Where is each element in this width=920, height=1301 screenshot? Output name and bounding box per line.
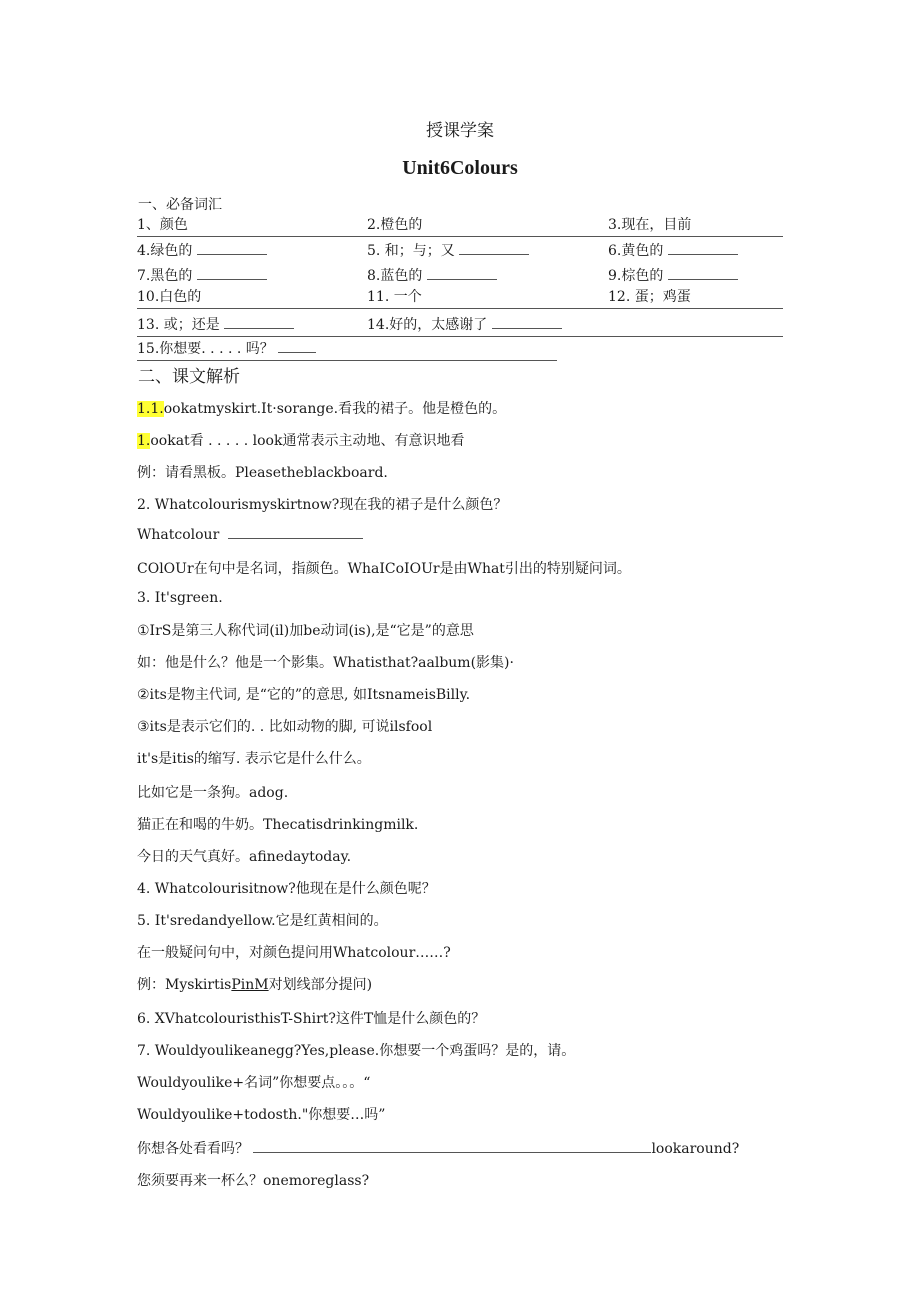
vocab-row (137, 314, 783, 337)
unit-title: Unit6Colours (402, 157, 518, 179)
line-text: Whatcolour (137, 527, 220, 543)
analysis-line: COlOUr在句中是名词，指颜色。WhaICoIOUr是由What引出的特别疑问词。 (137, 561, 631, 577)
analysis-line: 例：请看黑板。Pleasetheblackboard. (137, 465, 388, 481)
analysis-line: Wouldyoulike+名词”你想要点。。。“ (137, 1075, 371, 1091)
analysis-line: 4. Whatcolourisitnow?他现在是什么颜色呢？ (137, 881, 436, 897)
analysis-line: 6. XVhatcolouristhisT-Shirt?这件T恤是什么颜色的？ (137, 1011, 486, 1027)
analysis-line: ②its是物主代词, 是“它的”的意思, 如ItsnameisBilly. (137, 687, 471, 703)
vocab-item: 12. 蛋；鸡蛋 (608, 289, 691, 305)
vocab-row (137, 240, 783, 262)
vocab-item: 4.绿色的 (137, 243, 193, 259)
analysis-line: 今日的天气真好。afinedaytoday. (137, 849, 352, 865)
answer-blank[interactable] (459, 242, 529, 255)
analysis-line: 如：他是什么？他是一个影集。Whatisthat?aalbum(影集)· (137, 655, 514, 671)
vocab-row (137, 265, 783, 287)
analysis-line: it's是itis的缩写. 表示它是什么什么。 (137, 751, 371, 767)
line-text: 你想各处看看吗？ (137, 1141, 249, 1157)
vocab-item: 7.黑色的 (137, 268, 193, 284)
vocab-heading: 一、必备词汇 (138, 197, 222, 213)
highlight: 1. (137, 433, 151, 449)
vocab-row (137, 286, 783, 309)
vocab-item: 5. 和；与；又 (367, 243, 455, 259)
line-text: ookat看 . . . . . look通常表示主动地、有意识地看 (150, 433, 465, 449)
line-text: 例：Myskirtis (137, 977, 232, 993)
answer-blank[interactable] (253, 1140, 651, 1153)
vocab-item: 3.现在，目前 (608, 217, 692, 233)
analysis-line (137, 526, 363, 543)
analysis-line (137, 1138, 739, 1158)
vocab-item: 9.棕色的 (608, 268, 664, 284)
analysis-line (137, 398, 506, 418)
answer-blank[interactable] (492, 316, 562, 329)
analysis-line: 比如它是一条狗。adog. (137, 785, 289, 801)
analysis-heading: 二、课文解析 (138, 367, 240, 387)
analysis-line: ③its是表示它们的. . 比如动物的脚, 可说ilsfool (137, 719, 433, 735)
analysis-line: 您须要再来一杯么？onemoreglass? (137, 1173, 370, 1189)
vocab-row (137, 338, 557, 361)
vocab-row (137, 214, 783, 237)
page-title: 授课学案 (426, 121, 494, 141)
answer-blank[interactable] (278, 340, 316, 353)
analysis-line (137, 974, 372, 994)
vocab-item: 1、颜色 (137, 217, 188, 233)
vocab-item: 8.蓝色的 (367, 268, 423, 284)
analysis-line: 在一般疑问句中，对颜色提问用Whatcolour……? (137, 945, 451, 961)
answer-blank[interactable] (668, 267, 738, 280)
analysis-line: Wouldyoulike+todosth."你想要…吗” (137, 1107, 386, 1123)
answer-blank[interactable] (228, 526, 363, 539)
analysis-line: 2. Whatcolourismyskirtnow?现在我的裙子是什么颜色？ (137, 497, 508, 513)
analysis-line: ①IrS是第三人称代词(il)加be动词(is),是“它是”的意思 (137, 623, 474, 639)
highlight: 1.1. (137, 401, 164, 417)
answer-blank[interactable] (197, 242, 267, 255)
answer-blank[interactable] (427, 267, 497, 280)
line-text: lookaround? (651, 1141, 740, 1157)
vocab-item: 10.白色的 (137, 289, 202, 305)
analysis-line: 5. It'sredandyellow.它是红黄相间的。 (137, 913, 388, 929)
line-text: ookatmyskirt.It·sorange.看我的裙子。他是橙色的。 (163, 401, 507, 417)
analysis-line: 猫正在和喝的牛奶。Thecatisdrinkingmilk. (137, 817, 419, 833)
vocab-item: 6.黄色的 (608, 243, 664, 259)
analysis-line: 3. It'sgreen. (137, 590, 223, 606)
answer-blank[interactable] (224, 316, 294, 329)
underlined-word: PinM (231, 977, 269, 993)
analysis-line (137, 430, 464, 450)
analysis-line: 7. Wouldyoulikeanegg?Yes,please.你想要一个鸡蛋吗？是的，请。 (137, 1043, 576, 1059)
answer-blank[interactable] (197, 267, 267, 280)
answer-blank[interactable] (668, 242, 738, 255)
line-text: 对划线部分提问) (268, 977, 373, 993)
vocab-item: 13. 或；还是 (137, 317, 220, 333)
vocab-item: 14.好的，太感谢了 (367, 317, 488, 333)
vocab-item: 15.你想要. . . . . 吗？ (137, 341, 274, 357)
vocab-item: 2.橙色的 (367, 217, 423, 233)
vocab-item: 11. 一个 (367, 289, 422, 305)
